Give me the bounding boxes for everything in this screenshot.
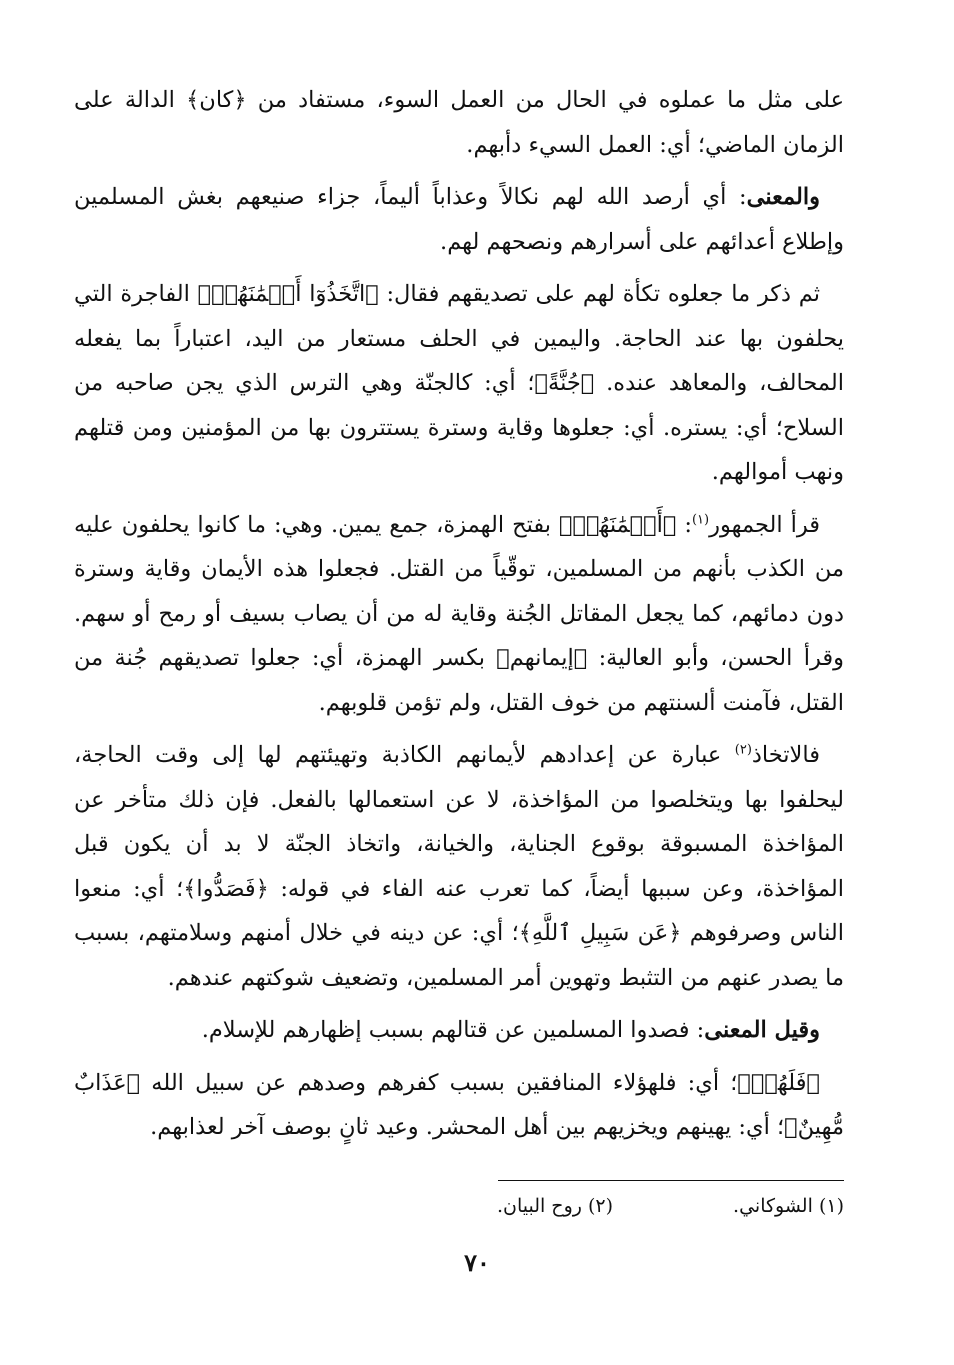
footnote-2 <box>497 1195 613 1217</box>
bold-heading-text: والمعنى <box>746 184 820 210</box>
footnote-1 <box>733 1195 844 1217</box>
paragraph-p3 <box>74 272 844 495</box>
footnote-reference: (٢) <box>734 742 752 758</box>
body-text <box>74 78 844 1158</box>
footnotes <box>497 1195 844 1217</box>
paragraph-p1 <box>74 78 844 167</box>
paragraph-text: ﴿فَلَهُمۡ﴾؛ أي: فلهؤلاء المنافقين بسبب كفرهم وصدهم عن سبيل الله ﴿عَذَابٌ مُّهِينٌ﴾؛ أي: يهينهم ويخزيهم بين أهل المحشر. وعيد ثانٍ بوصف آخر لعذابهم. <box>74 1069 844 1140</box>
footnote-2-text: روح البيان. <box>496 1195 582 1217</box>
footnote-separator <box>498 1180 844 1181</box>
paragraph-text: : فصدوا المسلمين عن قتالهم بسبب إظهارهم للإسلام. <box>201 1017 705 1043</box>
paragraph-text: : أي أرصد الله لهم نكالاً وعذاباً أليماً، جزاء صنيعهم بغش المسلمين وإطلاع أعدائهم على أسرارهم ونصحهم لهم. <box>74 184 844 255</box>
footnote-1-text: الشوكاني. <box>733 1195 813 1217</box>
paragraph-p5 <box>74 733 844 1000</box>
footnote-reference: (١) <box>691 512 710 527</box>
paragraph-p4 <box>74 503 844 726</box>
paragraph-p6 <box>74 1008 844 1053</box>
paragraph-p2 <box>74 175 844 264</box>
paragraph-text: فالاتخاذ <box>751 742 820 768</box>
page-number: ٧٠ <box>464 1248 490 1277</box>
footnote-1-marker: (١) <box>818 1195 844 1217</box>
paragraph-text: قرأ الجمهور <box>709 511 820 538</box>
footnote-2-marker: (٢) <box>587 1195 614 1217</box>
bold-heading-text: وقيل المعنى <box>704 1017 820 1043</box>
paragraph-text: على مثل ما عملوه في الحال من العمل السوء، مستفاد من ﴿كان﴾ الدالة على الزمان الماضي؛ أي: العمل السيء دأبهم. <box>74 87 844 158</box>
paragraph-p7 <box>74 1061 844 1150</box>
paragraph-text: عبارة عن إعدادهم لأيمانهم الكاذبة وتهيئتهم لها إلى وقت الحاجة، ليحلفوا بها ويتخلصوا من المؤاخذة، لا عن استعمالها بالفعل. فإن ذلك متأخر عن المؤاخذة المسبوقة بوقوع الجناية، والخيانة، واتخاذ الجنّة لا بد أن يكون قبل المؤاخذة، وعن سببها أيضاً، كما تعرب عنه الفاء في قوله: ﴿فَصَدُّوا﴾؛ أي: منعوا الناس وصرفوهم ﴿عَن سَبِيلِ ٱللَّهِ﴾؛ أي: عن دينه في خلال أمنهم وسلامتهم، بسبب ما يصدر عنهم من التثبط وتهوين أمر المسلمين، وتضعيف شوكتهم عندهم. <box>74 742 844 991</box>
paragraph-text: : ﴿أَيۡمَٰنَهُمۡ﴾ بفتح الهمزة، جمع يمين. وهي: ما كانوا يحلفون عليه من الكذب بأنهم من المسلمين، توقّياً من القتل. فجعلوا هذه الأيمان وقاية وسترة دون دمائهم، كما يجعل المقاتل الجُنة وقاية له من أن يصاب بسيف أو رمح أو سهم. وقرأ الحسن، وأبو العالية: ﴿إيمانهم﴾ بكسر الهمزة، أي: جعلوا تصديقهم جُنة من القتل، فآمنت ألسنتهم من خوف القتل، ولم تؤمن قلوبهم. <box>74 511 844 716</box>
paragraph-text: ثم ذكر ما جعلوه تكأة لهم على تصديقهم فقال: ﴿اتَّخَذُوٓا أَيۡمَٰنَهُمۡ﴾ الفاجرة التي يحلفون بها عند الحاجة. واليمين في الحلف مستعار من اليد، اعتباراً بما يفعله المحالف، والمعاهد عنده. ﴿جُنَّةً﴾؛ أي: كالجنّة وهي الترس الذي يجن صاحبه من السلاح؛ أي: يستره. أي: جعلوها وقاية وسترة يستترون بها من المؤمنين ومن قتلهم ونهب أموالهم. <box>74 281 844 485</box>
